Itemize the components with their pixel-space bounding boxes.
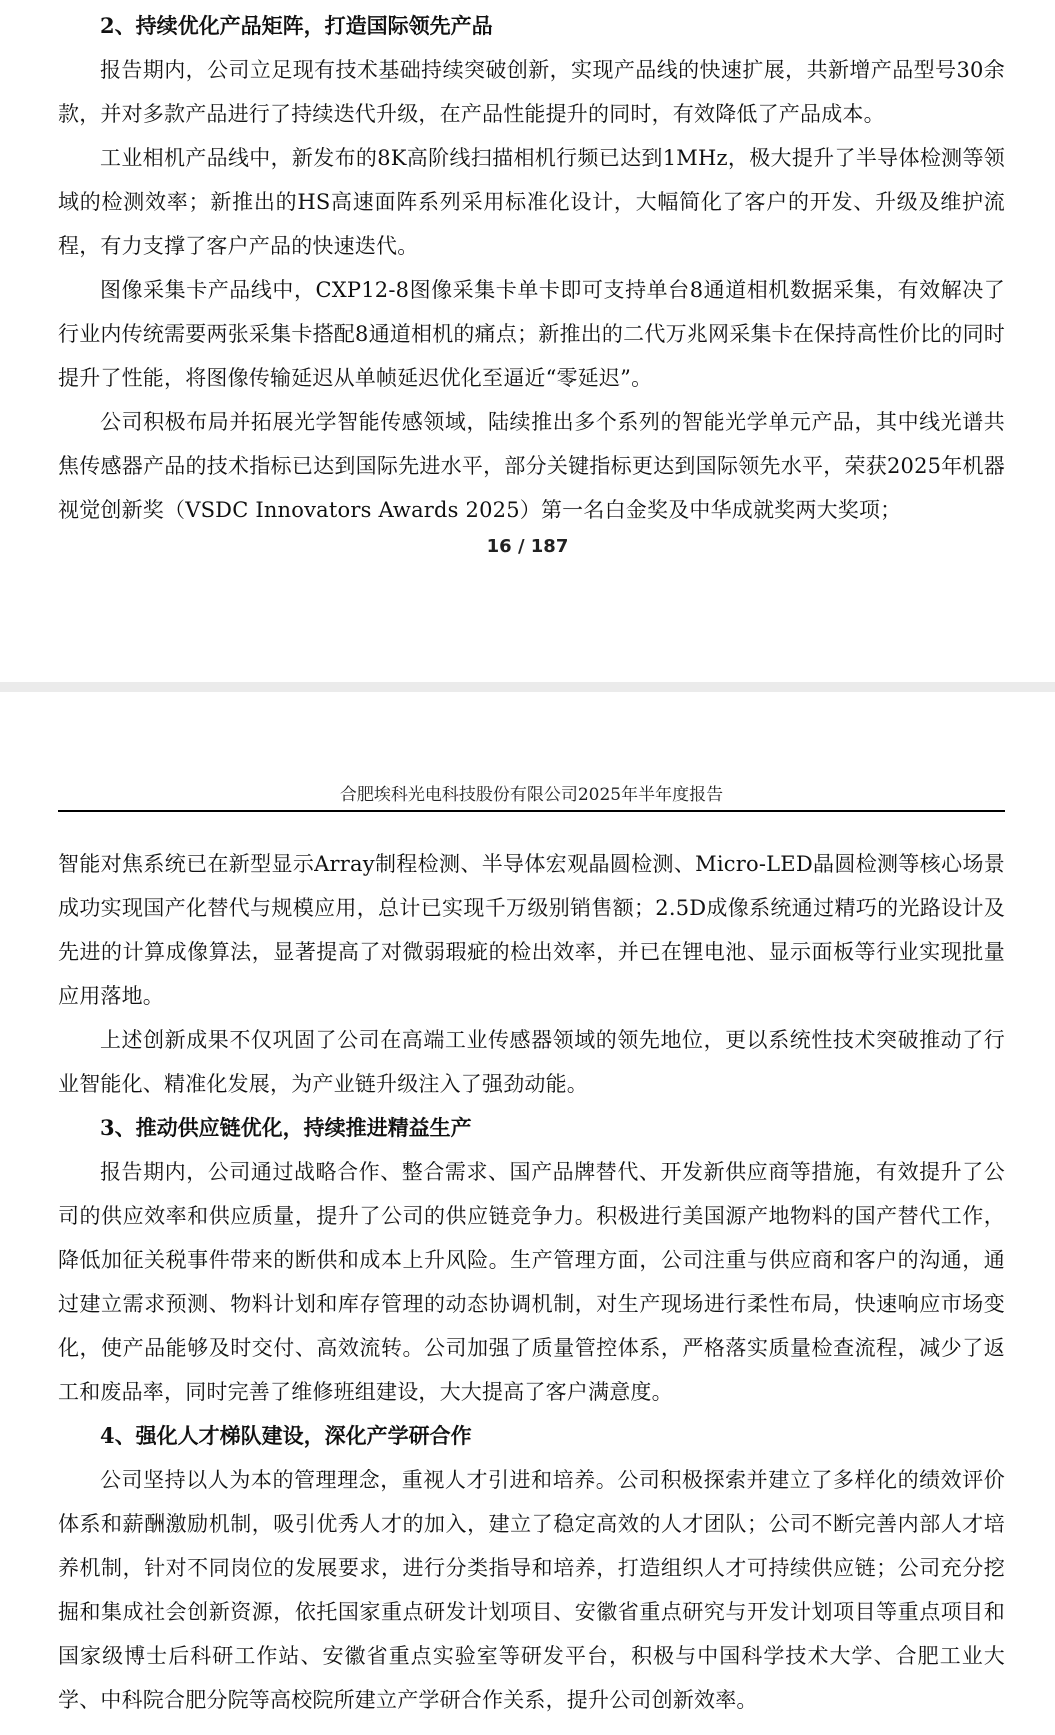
paragraph-frame-grabbers: 图像采集卡产品线中，CXP12-8图像采集卡单卡即可支持单台8通道相机数据采集，有效解决了行业内传统需要两张采集卡搭配8通道相机的痛点；新推出的二代万兆网采集卡在保持高性价比的同时提升了性能，将图像传输延迟从单帧延迟优化至逼近“零延迟”。	[58, 278, 1005, 390]
section-heading-3: 3、推动供应链优化，持续推进精益生产	[100, 1115, 472, 1140]
section-heading-4: 4、强化人才梯队建设，深化产学研合作	[100, 1423, 472, 1448]
report-page-16	[0, 0, 1055, 682]
page-body	[58, 842, 1005, 1722]
running-header: 合肥埃科光电科技股份有限公司2025年半年度报告	[339, 785, 724, 805]
page-number: 16 / 187	[486, 536, 569, 557]
paragraph-continuation: 智能对焦系统已在新型显示Array制程检测、半导体宏观晶圆检测、Micro-LED晶圆检测等核心场景成功实现国产化替代与规模应用，总计已实现千万级别销售额；2.5D成像系统通过精巧的光路设计及先进的计算成像算法，显著提高了对微弱瑕疵的检出效率，并已在锂电池、显示面板等行业实现批量应用落地。	[58, 852, 1005, 1008]
paragraph-new-products: 报告期内，公司立足现有技术基础持续突破创新，实现产品线的快速扩展，共新增产品型号30余款，并对多款产品进行了持续迭代升级，在产品性能提升的同时，有效降低了产品成本。	[58, 58, 1005, 126]
paragraph-talent: 公司坚持以人为本的管理理念，重视人才引进和培养。公司积极探索并建立了多样化的绩效评价体系和薪酬激励机制，吸引优秀人才的加入，建立了稳定高效的人才团队；公司不断完善内部人才培养机制，针对不同岗位的发展要求，进行分类指导和培养，打造组织人才可持续供应链；公司充分挖掘和集成社会创新资源，依托国家重点研发计划项目、安徽省重点研究与开发计划项目等重点项目和国家级博士后科研工作站、安徽省重点实验室等研发平台，积极与中国科学技术大学、合肥工业大学、中科院合肥分院等高校院所建立产学研合作关系，提升公司创新效率。	[58, 1468, 1005, 1712]
report-page-17	[0, 692, 1055, 1735]
paragraph-industrial-cameras: 工业相机产品线中，新发布的8K高阶线扫描相机行频已达到1MHz，极大提升了半导体检测等领域的检测效率；新推出的HS高速面阵系列采用标准化设计，大幅简化了客户的开发、升级及维护流程，有力支撑了客户产品的快速迭代。	[58, 146, 1005, 258]
header-rule	[58, 810, 1005, 812]
page-body	[58, 4, 1005, 532]
section-heading-2: 2、持续优化产品矩阵，打造国际领先产品	[100, 13, 493, 38]
paragraph-supply-chain: 报告期内，公司通过战略合作、整合需求、国产品牌替代、开发新供应商等措施，有效提升了公司的供应效率和供应质量，提升了公司的供应链竞争力。积极进行美国源产地物料的国产替代工作，降低加征关税事件带来的断供和成本上升风险。生产管理方面，公司注重与供应商和客户的沟通，通过建立需求预测、物料计划和库存管理的动态协调机制，对生产现场进行柔性布局，快速响应市场变化，使产品能够及时交付、高效流转。公司加强了质量管控体系，严格落实质量检查流程，减少了返工和废品率，同时完善了维修班组建设，大大提高了客户满意度。	[58, 1160, 1005, 1404]
page-separator	[0, 682, 1055, 692]
paragraph-optical-sensing: 公司积极布局并拓展光学智能传感领域，陆续推出多个系列的智能光学单元产品，其中线光谱共焦传感器产品的技术指标已达到国际先进水平，部分关键指标更达到国际领先水平，荣获2025年机器视觉创新奖（VSDC Innovators Awards 2025）第一名白金奖及中华成就奖两大奖项；	[58, 410, 1005, 522]
paragraph-innovation-summary: 上述创新成果不仅巩固了公司在高端工业传感器领域的领先地位，更以系统性技术突破推动了行业智能化、精准化发展，为产业链升级注入了强劲动能。	[58, 1028, 1005, 1096]
